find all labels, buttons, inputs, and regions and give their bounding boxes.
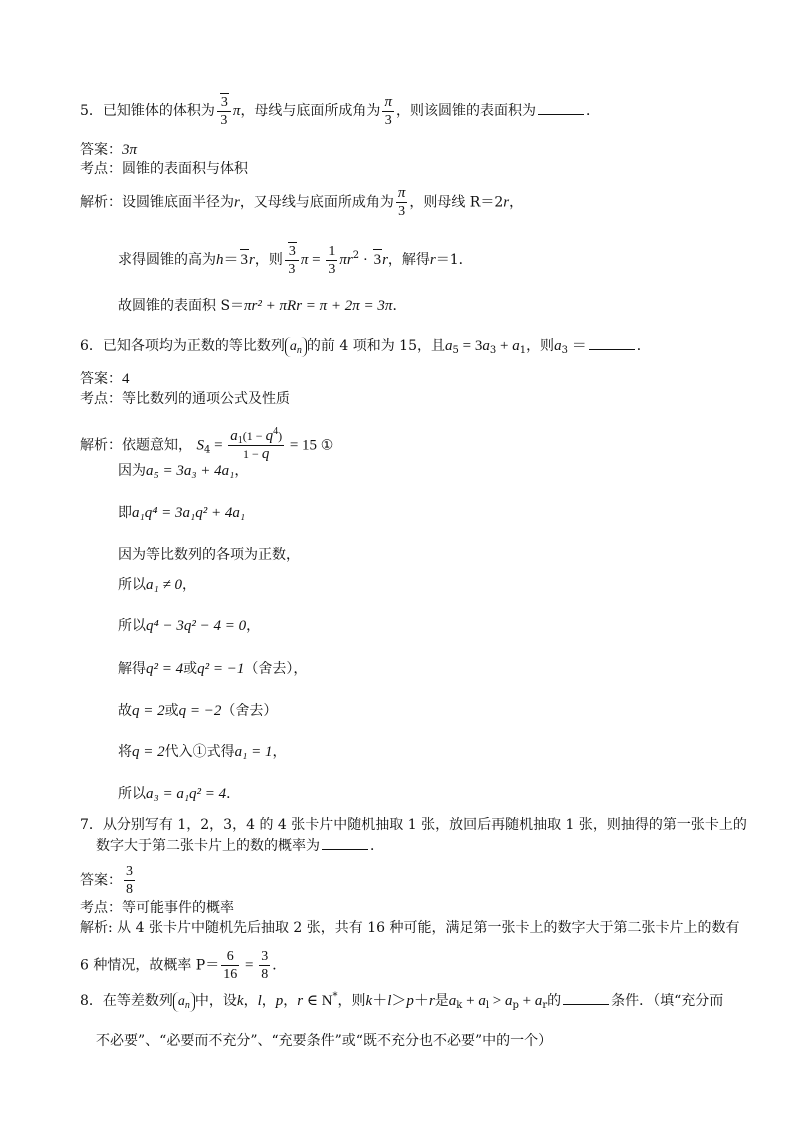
q6-answer-blank — [589, 337, 635, 350]
q5-answer-value: 3π — [122, 142, 138, 158]
q8-answer-blank — [563, 992, 609, 1005]
q5-analysis-2: 求得圆锥的高为h＝ 3r，则 $\frac{3}{3}$ π = $\frac{1}{3}$ $\pi r^2 \cdot 3r$，解得r＝1． — [118, 243, 473, 277]
q5-answer-blank — [538, 102, 584, 115]
q5-analysis-1: 解析：设圆锥底面半径为r，又母线与底面所成角为 $\frac{\pi}{3}$ ，则母线 R＝2r， — [80, 185, 524, 219]
q8-number: 8． — [80, 993, 103, 1009]
q7-stem-1: 7．从分别写有 1，2，3，4 的 4 张卡片中随机抽取 1 张，放回后再随机抽取 1 张，则抽得的第一张卡上的 — [80, 817, 747, 833]
q7-number: 7． — [80, 817, 103, 833]
q5-volume-fraction: $\frac{3}{3}$ — [217, 93, 231, 129]
q5-answer: 答案：3π — [80, 142, 138, 158]
q5-analysis-3: 故圆锥的表面积 S＝πr² + πRr = π + 2π = 3π． — [118, 298, 407, 314]
q7-analysis-2: 6 种情况，故概率 P＝ $\frac{6}{16}$ = $\frac{3}{8}$ ． — [80, 949, 287, 982]
q5-surface-formula: πr² + πRr = π + 2π = 3π — [244, 298, 393, 314]
q5-topic-text: 圆锥的表面积与体积 — [122, 161, 248, 177]
q6-step-2: 即a₁q⁴ = 3a₁q² + 4a₁ — [118, 505, 246, 521]
q5-text-2: ，母线与底面所成角为 — [240, 103, 381, 119]
q5-text-3: ，则该圆锥的表面积为 — [395, 103, 536, 119]
q6-stem: 6．已知各项均为正数的等比数列 $a_n$ 的前 4 项和为 15，且$a_5 = 3a_3 + a_1$，则$a_3$ ＝ ． — [80, 338, 651, 356]
q6-step-6: 解得q² = 4或q² = −1（舍去）， — [118, 661, 308, 677]
q6-analysis-1: 解析：依题意知， $S_4$ = $\frac{a_1(1 - q^4)}{1 - q}$ = 15 ① — [80, 426, 334, 462]
q6-step-3: 因为等比数列的各项为正数， — [118, 547, 300, 563]
q6-topic-text: 等比数列的通项公式及性质 — [122, 391, 290, 407]
q5-number: 5． — [80, 103, 103, 119]
q6-step-5: 所以q⁴ − 3q² − 4 = 0， — [118, 618, 261, 634]
q6-step-1: 因为a₅ = 3a₃ + 4a₁， — [118, 463, 249, 479]
q8-stem-1: 8．在等差数列 $a_n$ 中，设k，l，p，r ∈ N*，则k＋l＞p＋r是$a_k + a_l > a_p + a_r$的 条件．（填“充分而 — [80, 991, 724, 1011]
q6-step-9: 所以a₃ = a₁q² = 4． — [118, 786, 241, 802]
q6-answer-value: 4 — [122, 371, 130, 387]
q7-answer-blank — [322, 837, 368, 850]
q6-number: 6． — [80, 338, 103, 354]
q7-answer: 答案： $\frac{3}{8}$ — [80, 864, 133, 897]
q5-stem: 5．已知锥体的体积为 $\frac{3}{3}$ π，母线与底面所成角为 $\frac{\pi}{3}$ ，则该圆锥的表面积为 ． — [80, 93, 600, 128]
q6-step-4: 所以a₁ ≠ 0， — [118, 577, 196, 593]
q8-stem-2: 不必要”、“必要而不充分”、“充要条件”或“既不充分也不必要”中的一个） — [96, 1033, 553, 1049]
q5-angle-fraction: $\frac{\pi}{3}$ — [384, 93, 392, 128]
q7-answer-fraction: $\frac{3}{8}$ — [126, 864, 133, 897]
q5-topic: 考点：圆锥的表面积与体积 — [80, 161, 248, 177]
q6-answer: 答案：4 — [80, 371, 130, 387]
q7-topic: 考点：等可能事件的概率 — [80, 900, 234, 916]
q5-text-1: 已知锥体的体积为 — [102, 103, 215, 119]
q7-analysis-1: 解析: 从 4 张卡片中随机先后抽取 2 张，共有 16 种可能，满足第一张卡上的数字大于第二张卡片上的数有 — [80, 920, 740, 936]
q7-topic-text: 等可能事件的概率 — [122, 900, 234, 916]
q6-topic: 考点：等比数列的通项公式及性质 — [80, 391, 290, 407]
q7-stem-2: 数字大于第二张卡片上的数的概率为 ． — [96, 838, 384, 854]
q6-step-7: 故q = 2或q = −2（舍去） — [118, 703, 278, 719]
q6-step-8: 将q = 2代入①式得a₁ = 1， — [118, 744, 287, 760]
